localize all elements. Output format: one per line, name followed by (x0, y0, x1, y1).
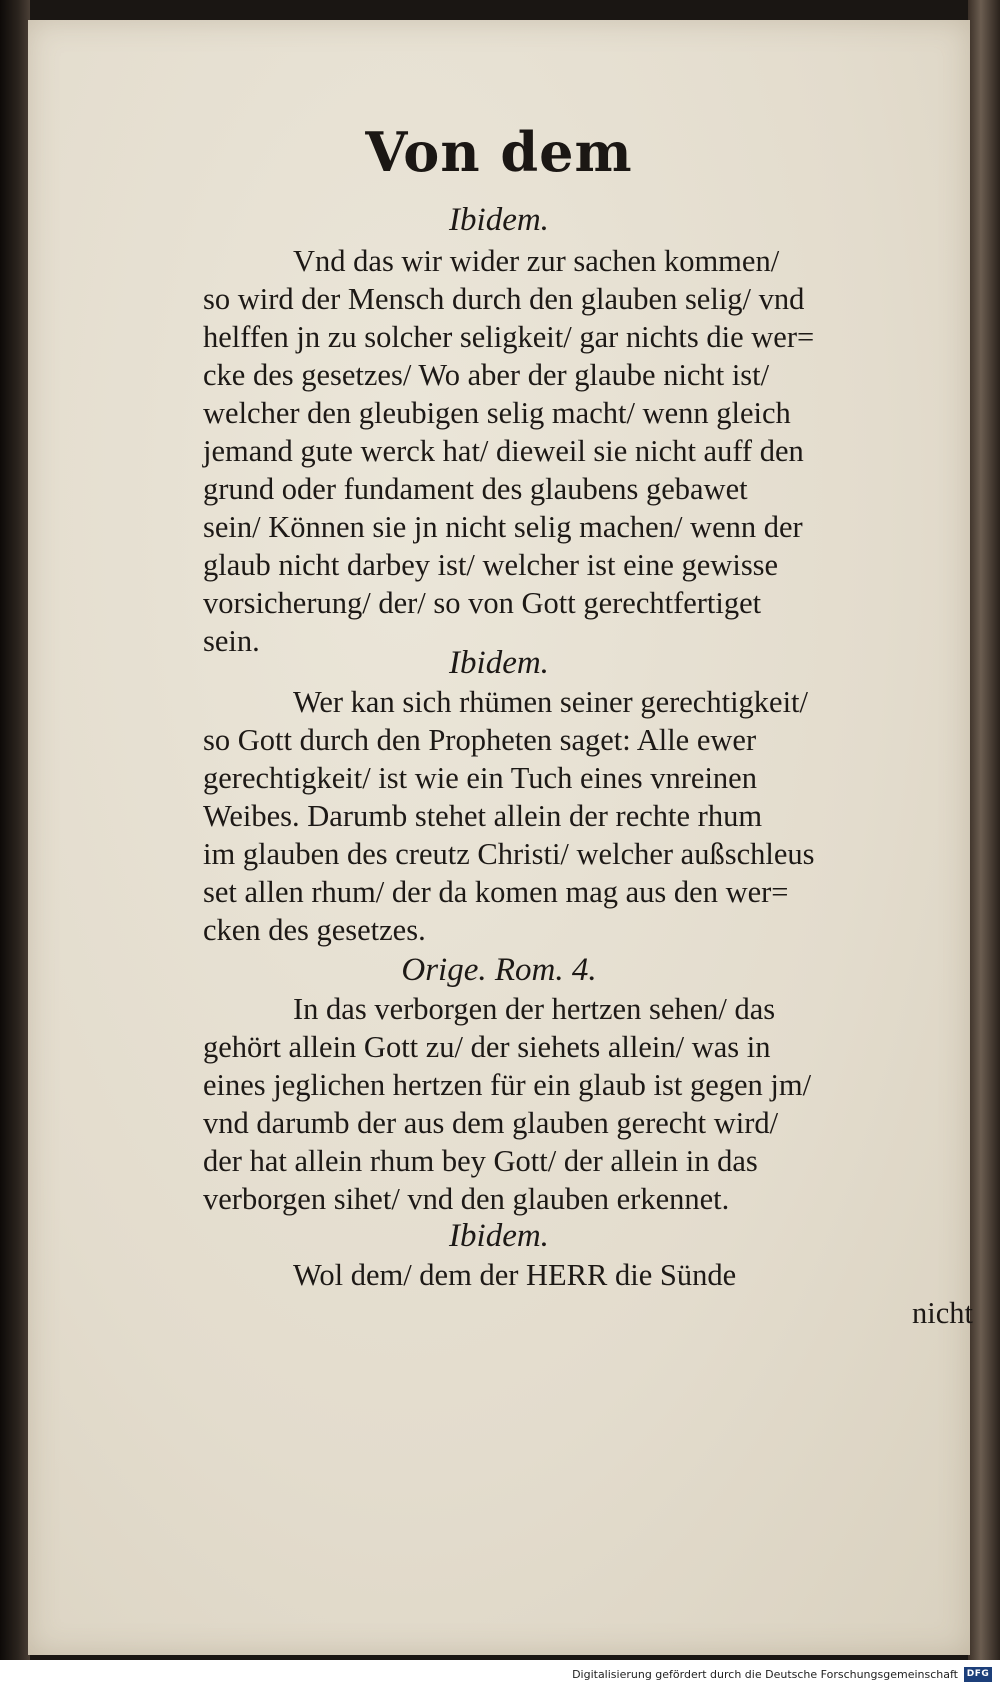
section-heading: Ibidem. (449, 202, 549, 238)
catchword: nicht (912, 1296, 973, 1330)
section-heading: Ibidem. (449, 1218, 549, 1254)
text-line: welcher den gleubigen selig macht/ wenn gleich (203, 396, 791, 430)
funding-credit: Digitalisierung gefördert durch die Deutsche Forschungsgemeinschaft (572, 1668, 958, 1681)
paragraph (203, 242, 973, 660)
book-gutter-shadow (0, 0, 30, 1660)
text-line: vorsicherung/ der/ so von Gott gerechtfertiget (203, 586, 762, 620)
text-line: verborgen sihet/ vnd den glauben erkennet. (203, 1182, 730, 1216)
text-line: so wird der Mensch durch den glauben selig/ vnd (203, 282, 805, 316)
text-line: so Gott durch den Propheten saget: Alle ewer (203, 723, 757, 757)
text-line: Wol dem/ dem der HERR die Sünde (293, 1258, 737, 1292)
text-line: set allen rhum/ der da komen mag aus den wer= (203, 875, 789, 909)
paragraph (203, 683, 973, 949)
text-line: sein. (203, 624, 260, 658)
text-line: eines jeglichen hertzen für ein glaub ist gegen jm/ (203, 1068, 812, 1102)
dfg-logo-icon: DFG (964, 1667, 992, 1682)
running-head: Von dem (365, 120, 633, 184)
paragraph (203, 990, 973, 1218)
text-line: helffen jn zu solcher seligkeit/ gar nichts die wer= (203, 320, 815, 354)
book-page (28, 20, 973, 1655)
text-line: grund oder fundament des glaubens gebawet (203, 472, 748, 506)
text-line: glaub nicht darbey ist/ welcher ist eine gewisse (203, 548, 779, 582)
text-line: jemand gute werck hat/ dieweil sie nicht auff den (203, 434, 804, 468)
text-line: sein/ Können sie jn nicht selig machen/ wenn der (203, 510, 803, 544)
text-line: Vnd das wir wider zur sachen kommen/ (293, 244, 780, 278)
paragraph (203, 1256, 973, 1332)
text-line: Wer kan sich rhümen seiner gerechtigkeit/ (293, 685, 809, 719)
section-heading: Orige. Rom. 4. (401, 952, 597, 988)
text-line: gerechtigkeit/ ist wie ein Tuch eines vnreinen (203, 761, 757, 795)
text-line: vnd darumb der aus dem glauben gerecht wird/ (203, 1106, 779, 1140)
text-line: im glauben des creutz Christi/ welcher außschleus (203, 837, 815, 871)
text-line: In das verborgen der hertzen sehen/ das (293, 992, 776, 1026)
text-line: der hat allein rhum bey Gott/ der allein in das (203, 1144, 758, 1178)
text-line: gehört allein Gott zu/ der siehets allein/ was in (203, 1030, 771, 1064)
text-line: Weibes. Darumb stehet allein der rechte rhum (203, 799, 763, 833)
text-line: cke des gesetzes/ Wo aber der glaube nicht ist/ (203, 358, 770, 392)
text-line: cken des gesetzes. (203, 913, 426, 947)
section-heading: Ibidem. (449, 645, 549, 681)
